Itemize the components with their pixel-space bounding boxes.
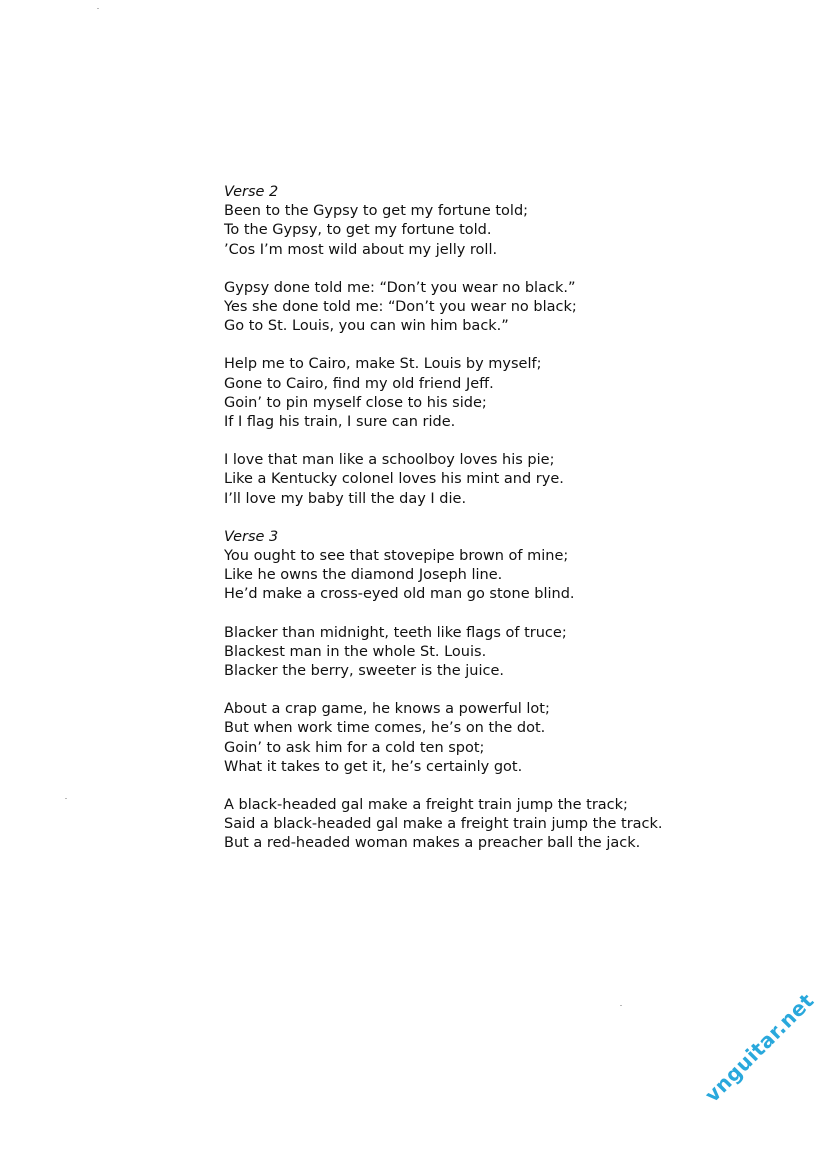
lyric-line: Said a black-headed gal make a freight train jump the track. xyxy=(224,816,663,833)
scan-speck xyxy=(65,798,67,799)
verse-heading: Verse 3 xyxy=(224,528,279,545)
lyric-line: Help me to Cairo, make St. Louis by myself; xyxy=(224,356,542,373)
lyric-line: If I flag his train, I sure can ride. xyxy=(224,414,456,431)
lyric-line: What it takes to get it, he’s certainly got. xyxy=(224,758,523,775)
watermark: vnguitar.net xyxy=(700,988,819,1107)
lyric-line: Like a Kentucky colonel loves his mint and rye. xyxy=(224,471,564,488)
scan-speck xyxy=(97,8,99,9)
lyric-line: Been to the Gypsy to get my fortune told; xyxy=(224,203,529,220)
stanza xyxy=(224,796,744,854)
lyric-line: Blacker the berry, sweeter is the juice. xyxy=(224,663,504,680)
lyric-line: Go to St. Louis, you can win him back.” xyxy=(224,318,509,335)
lyric-line: Like he owns the diamond Joseph line. xyxy=(224,567,503,584)
lyric-line: But when work time comes, he’s on the dot. xyxy=(224,720,546,737)
stanza xyxy=(224,355,744,432)
stanza xyxy=(224,700,744,777)
lyric-line: I’ll love my baby till the day I die. xyxy=(224,490,467,507)
lyric-line: He’d make a cross-eyed old man go stone blind. xyxy=(224,586,575,603)
lyrics-section xyxy=(224,183,744,509)
lyrics-body xyxy=(224,183,744,873)
lyric-line: You ought to see that stovepipe brown of mine; xyxy=(224,548,569,565)
scan-speck xyxy=(620,1005,622,1006)
lyrics-section xyxy=(224,528,744,854)
lyric-line: I love that man like a schoolboy loves his pie; xyxy=(224,452,555,469)
stanza xyxy=(224,547,744,605)
lyric-line: Goin’ to ask him for a cold ten spot; xyxy=(224,739,485,756)
verse-heading: Verse 2 xyxy=(224,184,279,200)
lyric-line: Goin’ to pin myself close to his side; xyxy=(224,394,487,411)
stanza xyxy=(224,279,744,337)
lyric-line: ’Cos I’m most wild about my jelly roll. xyxy=(224,241,498,258)
lyric-line: But a red-headed woman makes a preacher ball the jack. xyxy=(224,835,641,852)
stanza xyxy=(224,451,744,509)
lyric-line: Gypsy done told me: “Don’t you wear no black.” xyxy=(224,279,576,296)
stanza xyxy=(224,202,744,260)
lyric-line: Yes she done told me: “Don’t you wear no black; xyxy=(224,299,577,316)
stanza xyxy=(224,624,744,682)
lyric-line: Blacker than midnight, teeth like flags of truce; xyxy=(224,624,567,641)
lyric-line: Blackest man in the whole St. Louis. xyxy=(224,643,487,660)
lyric-line: Gone to Cairo, find my old friend Jeff. xyxy=(224,375,494,392)
lyric-line: To the Gypsy, to get my fortune told. xyxy=(224,222,492,239)
lyric-line: A black-headed gal make a freight train jump the track; xyxy=(224,797,628,814)
lyric-line: About a crap game, he knows a powerful lot; xyxy=(224,701,550,718)
